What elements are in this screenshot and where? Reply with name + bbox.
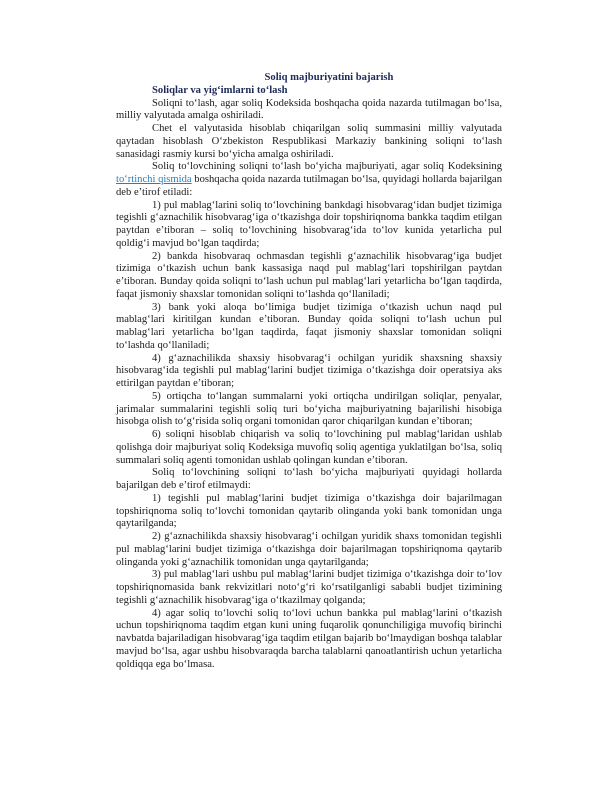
paragraph-5: 2) bankda hisobvaraq ochmasdan tegishli g‘aznachilik hisobvarag‘iga budjet tizimiga o‘tkazish uchun bank kassasiga naqd pul mablag‘lari topshirilgan paytdan e’tiboran. Bunday qoida soliqni to‘lash uchun pul mablag‘lari yetarlicha bo‘lgan taqdirda, faqat jismoniy shaxslar tomonidan soliqni to‘lashda qo‘llaniladi; — [116, 250, 502, 300]
paragraph-4: 1) pul mablag‘larini soliq to‘lovchining bankdagi hisobvarag‘idan budjet tizimiga tegishli g‘aznachilik hisobvarag‘iga o‘tkazishga doir topshiriqnoma bankka taqdim etilgan paytdan e’tiboran – soliq to‘lovchining hisobvarag‘ida to‘lov kunida yetarlicha pul qoldig‘i mavjud bo‘lgan taqdirda; — [116, 199, 502, 249]
paragraph-3 — [116, 161, 502, 199]
paragraph-1: Soliqni to‘lash, agar soliq Kodeksida boshqacha qoida nazarda tutilmagan bo‘lsa, milliy valyutada amalga oshiriladi. — [116, 97, 502, 122]
paragraph-10: Soliq to‘lovchining soliqni to‘lash bo‘yicha majburiyati quyidagi hollarda bajarilgan deb e’tirof etilmaydi: — [116, 467, 502, 491]
paragraph-14: 4) agar soliq to‘lovchi soliq to‘lovi uchun bankka pul mablag‘larini o‘tkazish uchun topshiriqnoma taqdim etgan kuni uning fuqarolik qonunchiligiga muvofiq birinchi navbatda bajariladigan hisobvarag‘iga taqdim etilgan bajarib bo‘lmaydigan boshqa talablar mavjud bo‘lsa, agar ushbu hisobvaraqda barcha talablarni qanoatlantirish uchun yetarlicha qoldiqqa ega bo‘lmasa. — [116, 607, 502, 670]
paragraph-13: 3) pul mablag‘lari ushbu pul mablag‘larini budjet tizimiga o‘tkazishga doir to‘lov topshiriqnomasida bank rekvizitlari noto‘g‘ri ko‘rsatilganligi sababli budjet tizimining tegishli g‘aznachilik hisobvarag‘iga o‘tkazilmay qolganda; — [116, 569, 502, 606]
paragraph-7: 4) g‘aznachilikda shaxsiy hisobvarag‘i ochilgan yuridik shaxsning shaxsiy hisobvarag‘ida tegishli pul mablag‘larini budjet tizimiga o‘tkazishga doir operatsiya aks ettirilgan paytdan e’tiboran; — [116, 352, 502, 389]
paragraph-9: 6) soliqni hisoblab chiqarish va soliq to‘lovchining pul mablag‘laridan ushlab qolishga doir majburiyat soliq Kodeksiga muvofiq soliq agentiga yuklatilgan bo‘lsa, soliq summalari soliq agenti tomonidan ushlab qolingan kundan e’tiboran. — [116, 429, 502, 466]
paragraph-12: 2) g‘aznachilikda shaxsiy hisobvarag‘i ochilgan yuridik shaxs tomonidan tegishli pul mablag‘larini budjet tizimiga o‘tkazishga doir bajarilmagan topshiriqnoma qaytarib olinganda yoki g‘aznachilik tomonidan unga qaytarilganda; — [116, 531, 502, 568]
paragraph-6: 3) bank yoki aloqa bo‘limiga budjet tizimiga o‘tkazish uchun naqd pul mablag‘lari kiritilgan kundan e’tiboran. Bunday qoida soliqni to‘lash uchun pul mablag‘lari yetarlicha bo‘lgan taqdirda, faqat jismoniy shaxslar tomonidan soliqni to‘lashda qo‘llaniladi; — [116, 301, 502, 351]
paragraph-3-text-before: Soliq to‘lovchining soliqni to‘lash bo‘yicha majburiyati, agar soliq Kodeksining — [152, 161, 502, 173]
page-title: Soliq majburiyatini bajarish — [264, 72, 394, 83]
paragraph-2: Chet el valyutasida hisoblab chiqarilgan soliq summasini milliy valyutada qaytadan hisoblash O‘zbekiston Respublikasi Markaziy bankining soliqni to‘lash sanasidagi rasmiy kursi bo‘yicha amalga oshiriladi. — [116, 123, 502, 160]
paragraph-8: 5) ortiqcha to‘langan summalarni yoki ortiqcha undirilgan soliqlar, penyalar, jarimalar summalarini tegishli soliq turi bo‘yicha majburiyatning bajarilishi hisobiga hisobga olish to‘g‘risida soliq organi tomonidan qaror chiqarilgan kundan e’tiboran; — [116, 390, 502, 428]
section-subtitle: Soliqlar va yig‘imlarni to‘lash — [152, 84, 288, 96]
document-page — [116, 72, 502, 671]
code-part-four-link[interactable]: to‘rtinchi qismida — [116, 174, 192, 185]
paragraph-3-text-after: boshqacha qoida nazarda tutilmagan bo‘lsa, quyidagi hollarda bajarilgan deb e’tirof etiladi: — [116, 174, 502, 198]
paragraph-11: 1) tegishli pul mablag‘larini budjet tizimiga o‘tkazishga doir bajarilmagan topshiriqnoma soliq to‘lovchi tomonidan qaytarib olinganda yoki bank tomonidan unga qaytarilganda; — [116, 492, 502, 530]
